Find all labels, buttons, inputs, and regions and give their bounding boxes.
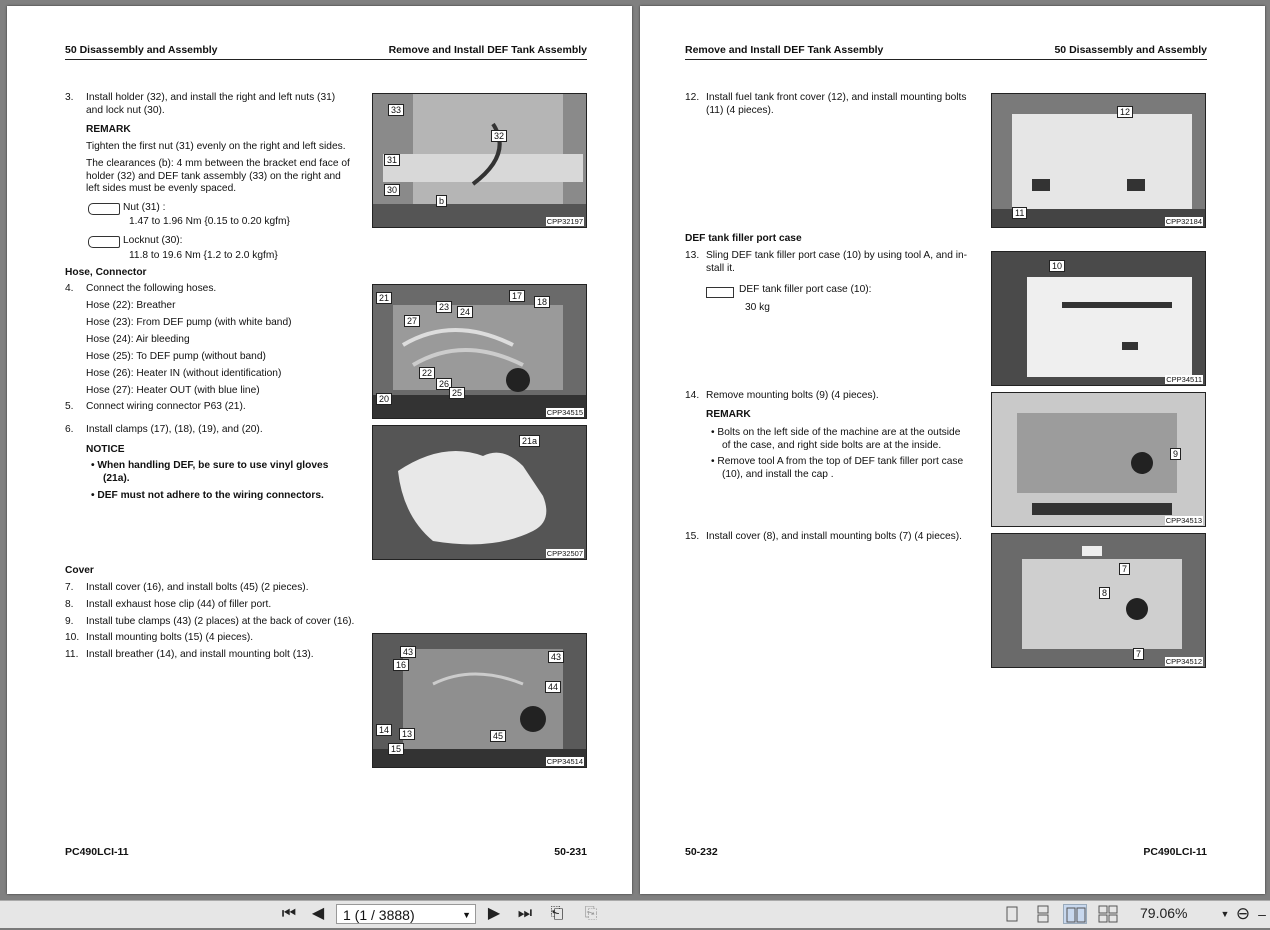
callout-label: 31 [384, 154, 400, 166]
step-text [86, 92, 362, 117]
figure-code: CPP34512 [1165, 657, 1202, 666]
figure-photo [372, 284, 587, 419]
callout-label: 22 [419, 367, 435, 379]
header-rule [685, 59, 1207, 60]
prev-page-icon[interactable]: ◀ [311, 905, 325, 922]
callout-label: 43 [400, 646, 416, 658]
remark-heading: REMARK [706, 409, 751, 420]
hose-item: Hose (27): Heater OUT (with blue line) [86, 385, 260, 396]
callout-label: b [436, 195, 447, 207]
figure-code: CPP34515 [546, 408, 583, 417]
step-text: Install clamps (17), (18), (19), and (20). [86, 424, 263, 435]
first-page-icon[interactable]: ⏮ [281, 905, 297, 922]
header-left: Remove and Install DEF Tank Assembly [685, 44, 884, 56]
callout-label: 7 [1119, 563, 1130, 575]
facing-icon[interactable] [1063, 904, 1087, 924]
facing-continuous-icon[interactable] [1096, 904, 1120, 924]
step-text: Install mounting bolts (15) (4 pieces). [86, 632, 254, 643]
hose-item: Hose (22): Breather [86, 300, 176, 311]
torque-value: 11.8 to 19.6 Nm {1.2 to 2.0 kgfm} [129, 250, 278, 261]
step-text: Install cover (8), and install mounting bolts (7) (4 pieces). [706, 531, 962, 542]
callout-label: 32 [491, 130, 507, 142]
weight-label: DEF tank filler port case (10): [739, 284, 872, 295]
torque-wrench-icon [88, 236, 120, 248]
figure-photo [372, 425, 587, 560]
callout-label: 24 [457, 306, 473, 318]
callout-label: 27 [404, 315, 420, 327]
callout-label: 18 [534, 296, 550, 308]
torque-label: Locknut (30): [123, 235, 183, 246]
page-50-231 [7, 6, 632, 894]
footer-right: PC490LCI-11 [1143, 846, 1207, 858]
notice-bullet: • DEF must not adhere to the wiring connectors. [91, 490, 324, 501]
page-50-232 [640, 6, 1265, 894]
step-line: Install holder (32), and install the right and left nuts (31) [86, 92, 336, 103]
section-heading: Cover [65, 565, 94, 576]
hose-item: Hose (24): Air bleeding [86, 334, 190, 345]
step-number: 15. [685, 531, 700, 542]
callout-label: 44 [545, 681, 561, 693]
remark-text: The clearances (b): 4 mm between the bracket end face of holder (32) and DEF tank assembly (33) on the right and left sides must be evenly spaced. [86, 158, 350, 194]
torque-label: Nut (31) : [123, 202, 166, 213]
step-text: Install cover (16), and install bolts (45) (2 pieces). [86, 582, 309, 593]
next-page-icon[interactable]: ▶ [487, 905, 501, 922]
footer-left: PC490LCI-11 [65, 846, 129, 858]
figure-photo [372, 633, 587, 768]
step-number: 12. [685, 92, 700, 103]
callout-label: 25 [449, 387, 465, 399]
prev-view-icon[interactable]: ⎗ [550, 905, 564, 922]
notice-bullet: • When handling DEF, be sure to use vinyl gloves (21a). [91, 460, 329, 484]
step-text: Install tube clamps (43) (2 places) at the back of cover (16). [86, 616, 355, 627]
figure-code: CPP34514 [546, 757, 583, 766]
callout-label: 30 [384, 184, 400, 196]
figure-photo [991, 251, 1206, 386]
callout-label: 14 [376, 724, 392, 736]
zoom-level[interactable]: 79.06% [1140, 905, 1188, 921]
section-heading: Hose, Connector [65, 267, 147, 278]
callout-label: 7 [1133, 648, 1144, 660]
hose-item: Hose (23): From DEF pump (with white band) [86, 317, 292, 328]
chevron-down-icon: ▼ [462, 910, 471, 920]
page-indicator-text: 1 (1 / 3888) [343, 907, 415, 923]
notice-heading: NOTICE [86, 444, 125, 455]
step-number: 3. [65, 92, 74, 103]
remark-text: Tighten the first nut (31) evenly on the right and left sides. [86, 141, 346, 152]
step-line: and lock nut (30). [86, 104, 165, 116]
callout-label: 10 [1049, 260, 1065, 272]
step-number: 5. [65, 401, 74, 412]
figure-code: CPP32197 [546, 217, 583, 226]
callout-label: 17 [509, 290, 525, 302]
figure-code: CPP34513 [1165, 516, 1202, 525]
step-number: 4. [65, 283, 74, 294]
callout-label: 16 [393, 659, 409, 671]
zoom-dropdown-icon[interactable]: ▼ [1220, 909, 1230, 919]
navigation-toolbar [0, 900, 1270, 928]
callout-label: 26 [436, 378, 452, 390]
remark-bullet: • Remove tool A from the top of DEF tank filler port case (10), and install the cap . [711, 456, 964, 480]
last-page-icon[interactable]: ⏭ [517, 905, 533, 922]
step-number: 11. [65, 649, 79, 660]
weight-value: 30 kg [745, 302, 770, 313]
callout-label: 13 [399, 728, 415, 740]
header-right: 50 Disassembly and Assembly [1054, 44, 1207, 56]
step-text: Install exhaust hose clip (44) of filler port. [86, 599, 272, 610]
figure-code: CPP32507 [546, 549, 583, 558]
callout-label: 11 [1012, 207, 1027, 219]
callout-label: 43 [548, 651, 564, 663]
step-text: Install fuel tank front cover (12), and install mounting bolts (11) (4 pieces). [706, 92, 967, 116]
hose-item: Hose (25): To DEF pump (without band) [86, 351, 266, 362]
callout-label: 21 [376, 292, 392, 304]
header-rule [65, 59, 587, 60]
figure-code: CPP34511 [1166, 375, 1202, 384]
torque-wrench-icon [88, 203, 120, 215]
callout-label: 23 [436, 301, 452, 313]
step-number: 6. [65, 424, 74, 435]
figure-code: CPP32184 [1165, 217, 1202, 226]
callout-label: 15 [388, 743, 404, 755]
footer-right: 50-231 [554, 846, 587, 858]
header-right: Remove and Install DEF Tank Assembly [388, 44, 587, 56]
zoom-separator-icon: – [1258, 906, 1266, 922]
step-text: Sling DEF tank filler port case (10) by using tool A, and in- stall it. [706, 250, 968, 274]
hose-item: Hose (26): Heater IN (without identification) [86, 368, 282, 379]
page-number-select[interactable] [336, 904, 476, 924]
callout-label: 12 [1117, 106, 1133, 118]
section-heading: DEF tank filler port case [685, 233, 802, 244]
step-text: Connect the following hoses. [86, 283, 217, 294]
single-page-icon[interactable] [1000, 904, 1024, 924]
callout-label: 33 [388, 104, 404, 116]
zoom-out-icon[interactable]: ⊖ [1235, 904, 1251, 923]
step-number: 7. [65, 582, 74, 593]
step-number: 9. [65, 616, 74, 627]
remark-heading: REMARK [86, 124, 131, 135]
step-text: Connect wiring connector P63 (21). [86, 401, 246, 412]
figure-photo [991, 93, 1206, 228]
step-number: 13. [685, 250, 700, 261]
callout-label: 21a [519, 435, 540, 447]
weight-icon [706, 287, 734, 298]
figure-photo [372, 93, 587, 228]
next-view-icon[interactable]: ⎘ [584, 905, 598, 922]
callout-label: 9 [1170, 448, 1181, 460]
step-number: 8. [65, 599, 74, 610]
torque-value: 1.47 to 1.96 Nm {0.15 to 0.20 kgfm} [129, 216, 290, 227]
callout-label: 20 [376, 393, 392, 405]
callout-label: 8 [1099, 587, 1110, 599]
continuous-icon[interactable] [1031, 904, 1055, 924]
remark-bullet: • Bolts on the left side of the machine are at the outside of the case, and right side bolts are at the inside. [711, 427, 961, 451]
figure-photo [991, 533, 1206, 668]
callout-label: 45 [490, 730, 506, 742]
step-text: Remove mounting bolts (9) (4 pieces). [706, 390, 879, 401]
step-number: 14. [685, 390, 700, 401]
header-left: 50 Disassembly and Assembly [65, 44, 218, 56]
footer-left: 50-232 [685, 846, 718, 858]
step-number: 10. [65, 632, 80, 643]
figure-photo [991, 392, 1206, 527]
step-text: Install breather (14), and install mounting bolt (13). [86, 649, 314, 660]
